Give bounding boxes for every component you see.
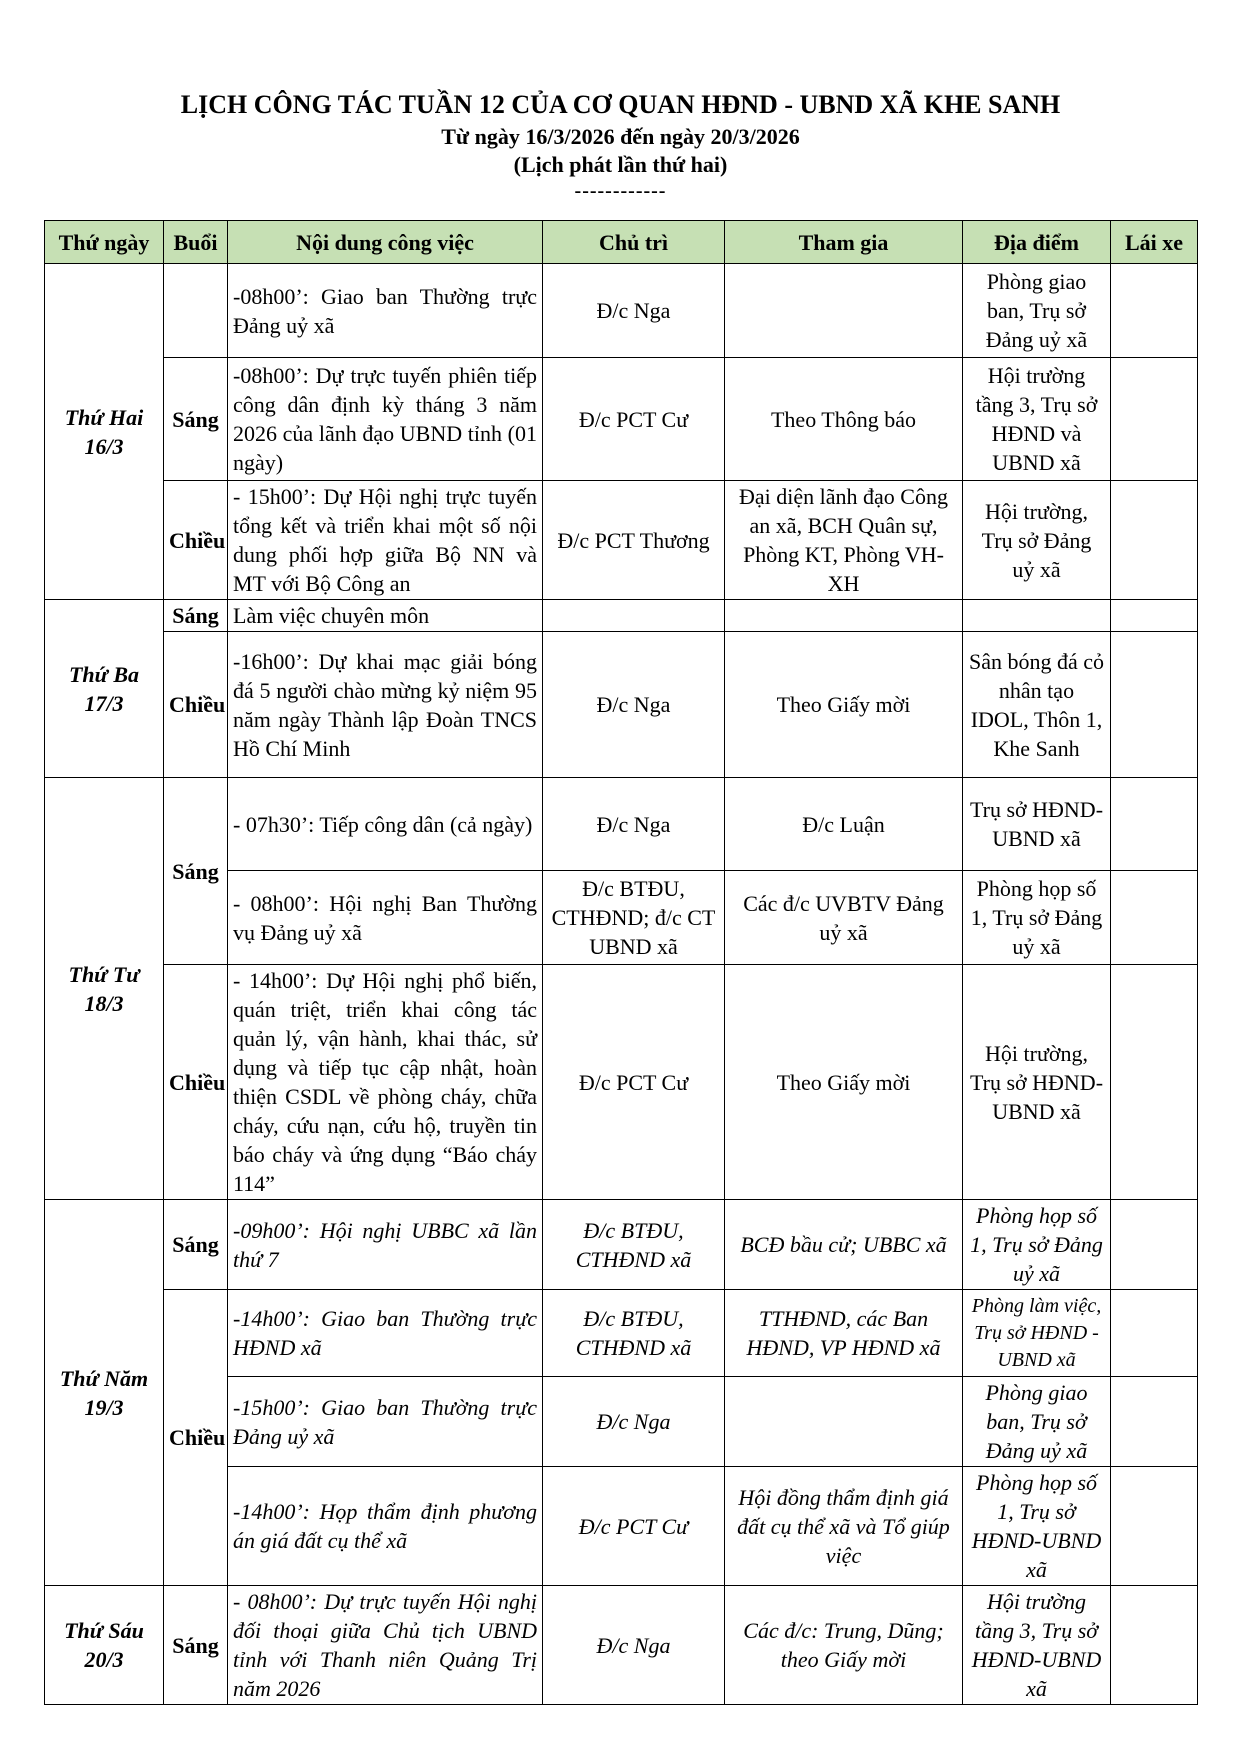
edition-note: (Lịch phát lần thứ hai) [513, 152, 728, 177]
task-location: Phòng họp số 1, Trụ sở Đảng uỷ xã [963, 871, 1111, 965]
task-location: Phòng giao ban, Trụ sở Đảng uỷ xã [963, 264, 1111, 358]
col-header-participants: Tham gia [725, 221, 963, 264]
task-content: - 08h00’: Hội nghị Ban Thường vụ Đảng uỷ xã [228, 871, 543, 965]
day-thursday: Thứ Năm 19/3 [45, 1200, 164, 1586]
task-location: Hội trường, Trụ sở HĐND-UBND xã [963, 965, 1111, 1200]
task-content: -08h00’: Giao ban Thường trực Đảng uỷ xã [228, 264, 543, 358]
task-content: -15h00’: Giao ban Thường trực Đảng uỷ xã [228, 1377, 543, 1467]
col-header-session: Buổi [164, 221, 228, 264]
task-participants: Theo Giấy mời [725, 632, 963, 778]
task-location: Trụ sở HĐND-UBND xã [963, 778, 1111, 871]
session-morning: Sáng [164, 1200, 228, 1290]
task-chair: Đ/c Nga [543, 632, 725, 778]
table-row [45, 264, 1198, 358]
task-content: - 08h00’: Dự trực tuyến Hội nghị đối thoại giữa Chủ tịch UBND tỉnh với Thanh niên Quảng Trị năm 2026 [228, 1586, 543, 1705]
task-content: - 07h30’: Tiếp công dân (cả ngày) [228, 778, 543, 871]
session-morning: Sáng [164, 358, 228, 481]
table-row [45, 1290, 1198, 1377]
table-row [45, 632, 1198, 778]
task-driver [1111, 1467, 1198, 1586]
table-row [45, 778, 1198, 871]
task-location: Hội trường, Trụ sở Đảng uỷ xã [963, 481, 1111, 600]
task-chair: Đ/c BTĐU, CTHĐND xã [543, 1290, 725, 1377]
task-driver [1111, 1586, 1198, 1705]
header-row [45, 221, 1198, 264]
task-content: -09h00’: Hội nghị UBBC xã lần thứ 7 [228, 1200, 543, 1290]
task-content: -14h00’: Họp thẩm định phương án giá đất cụ thể xã [228, 1467, 543, 1586]
task-chair: Đ/c Nga [543, 264, 725, 358]
task-participants [725, 600, 963, 632]
task-participants: Các đ/c UVBTV Đảng uỷ xã [725, 871, 963, 965]
task-chair: Đ/c Nga [543, 1586, 725, 1705]
day-tuesday: Thứ Ba 17/3 [45, 600, 164, 778]
task-driver [1111, 1200, 1198, 1290]
col-header-content: Nội dung công việc [228, 221, 543, 264]
table-row [45, 600, 1198, 632]
task-chair: Đ/c Nga [543, 1377, 725, 1467]
task-chair: Đ/c PCT Thương [543, 481, 725, 600]
task-driver [1111, 632, 1198, 778]
task-driver [1111, 600, 1198, 632]
task-content: Làm việc chuyên môn [228, 600, 543, 632]
task-content: - 15h00’: Dự Hội nghị trực tuyến tổng kết và triển khai một số nội dung phối hợp giữa Bộ NN và MT với Bộ Công an [228, 481, 543, 600]
task-location: Phòng làm việc, Trụ sở HĐND - UBND xã [963, 1290, 1111, 1377]
task-driver [1111, 1377, 1198, 1467]
session-afternoon: Chiều [164, 481, 228, 600]
task-participants: BCĐ bầu cử; UBBC xã [725, 1200, 963, 1290]
session-empty [164, 264, 228, 358]
session-morning: Sáng [164, 778, 228, 965]
col-header-chair: Chủ trì [543, 221, 725, 264]
task-location [963, 600, 1111, 632]
task-chair: Đ/c BTĐU, CTHĐND; đ/c CT UBND xã [543, 871, 725, 965]
task-chair [543, 600, 725, 632]
task-location: Sân bóng đá cỏ nhân tạo IDOL, Thôn 1, Khe Sanh [963, 632, 1111, 778]
table-row [45, 1586, 1198, 1705]
day-monday: Thứ Hai 16/3 [45, 264, 164, 600]
table-row [45, 965, 1198, 1200]
session-afternoon: Chiều [164, 965, 228, 1200]
col-header-driver: Lái xe [1111, 221, 1198, 264]
task-driver [1111, 358, 1198, 481]
task-chair: Đ/c PCT Cư [543, 358, 725, 481]
task-participants [725, 264, 963, 358]
task-content: - 14h00’: Dự Hội nghị phổ biến, quán triệt, triển khai công tác quản lý, vận hành, khai thác, sử dụng và tiếp tục cập nhật, hoàn thiện CSDL về phòng cháy, chữa cháy, cứu nạn, cứu hộ, truyền tin báo cháy và ứng dụng “Báo cháy 114” [228, 965, 543, 1200]
task-content: -08h00’: Dự trực tuyến phiên tiếp công dân định kỳ tháng 3 năm 2026 của lãnh đạo UBND tỉnh (01 ngày) [228, 358, 543, 481]
divider: ------------ [574, 180, 667, 202]
task-chair: Đ/c PCT Cư [543, 965, 725, 1200]
task-location: Phòng giao ban, Trụ sở Đảng uỷ xã [963, 1377, 1111, 1467]
task-participants: Hội đồng thẩm định giá đất cụ thể xã và Tổ giúp việc [725, 1467, 963, 1586]
task-chair: Đ/c Nga [543, 778, 725, 871]
task-location: Hội trường tầng 3, Trụ sở HĐND-UBND xã [963, 1586, 1111, 1705]
task-participants: Theo Giấy mời [725, 965, 963, 1200]
session-morning: Sáng [164, 600, 228, 632]
task-participants: Đại diện lãnh đạo Công an xã, BCH Quân sự, Phòng KT, Phòng VH-XH [725, 481, 963, 600]
date-range: Từ ngày 16/3/2026 đến ngày 20/3/2026 [441, 124, 800, 149]
day-wednesday: Thứ Tư 18/3 [45, 778, 164, 1200]
page-title: LỊCH CÔNG TÁC TUẦN 12 CỦA CƠ QUAN HĐND - UBND XÃ KHE SANH [180, 90, 1061, 119]
task-chair: Đ/c BTĐU, CTHĐND xã [543, 1200, 725, 1290]
col-header-location: Địa điểm [963, 221, 1111, 264]
task-participants: TTHĐND, các Ban HĐND, VP HĐND xã [725, 1290, 963, 1377]
task-driver [1111, 871, 1198, 965]
task-location: Phòng họp số 1, Trụ sở Đảng uỷ xã [963, 1200, 1111, 1290]
day-friday: Thứ Sáu 20/3 [45, 1586, 164, 1705]
task-driver [1111, 264, 1198, 358]
session-morning: Sáng [164, 1586, 228, 1705]
task-location: Phòng họp số 1, Trụ sở HĐND-UBND xã [963, 1467, 1111, 1586]
task-driver [1111, 778, 1198, 871]
task-participants: Theo Thông báo [725, 358, 963, 481]
table-row [45, 1200, 1198, 1290]
task-chair: Đ/c PCT Cư [543, 1467, 725, 1586]
task-driver [1111, 1290, 1198, 1377]
task-content: -14h00’: Giao ban Thường trực HĐND xã [228, 1290, 543, 1377]
task-participants: Đ/c Luận [725, 778, 963, 871]
task-location: Hội trường tầng 3, Trụ sở HĐND và UBND xã [963, 358, 1111, 481]
schedule-table [44, 220, 1198, 1705]
task-driver [1111, 481, 1198, 600]
session-afternoon: Chiều [164, 1290, 228, 1586]
table-row [45, 358, 1198, 481]
task-content: -16h00’: Dự khai mạc giải bóng đá 5 người chào mừng kỷ niệm 95 năm ngày Thành lập Đoàn TNCS Hồ Chí Minh [228, 632, 543, 778]
session-afternoon: Chiều [164, 632, 228, 778]
table-row [45, 481, 1198, 600]
task-participants [725, 1377, 963, 1467]
task-driver [1111, 965, 1198, 1200]
task-participants: Các đ/c: Trung, Dũng; theo Giấy mời [725, 1586, 963, 1705]
col-header-day: Thứ ngày [45, 221, 164, 264]
